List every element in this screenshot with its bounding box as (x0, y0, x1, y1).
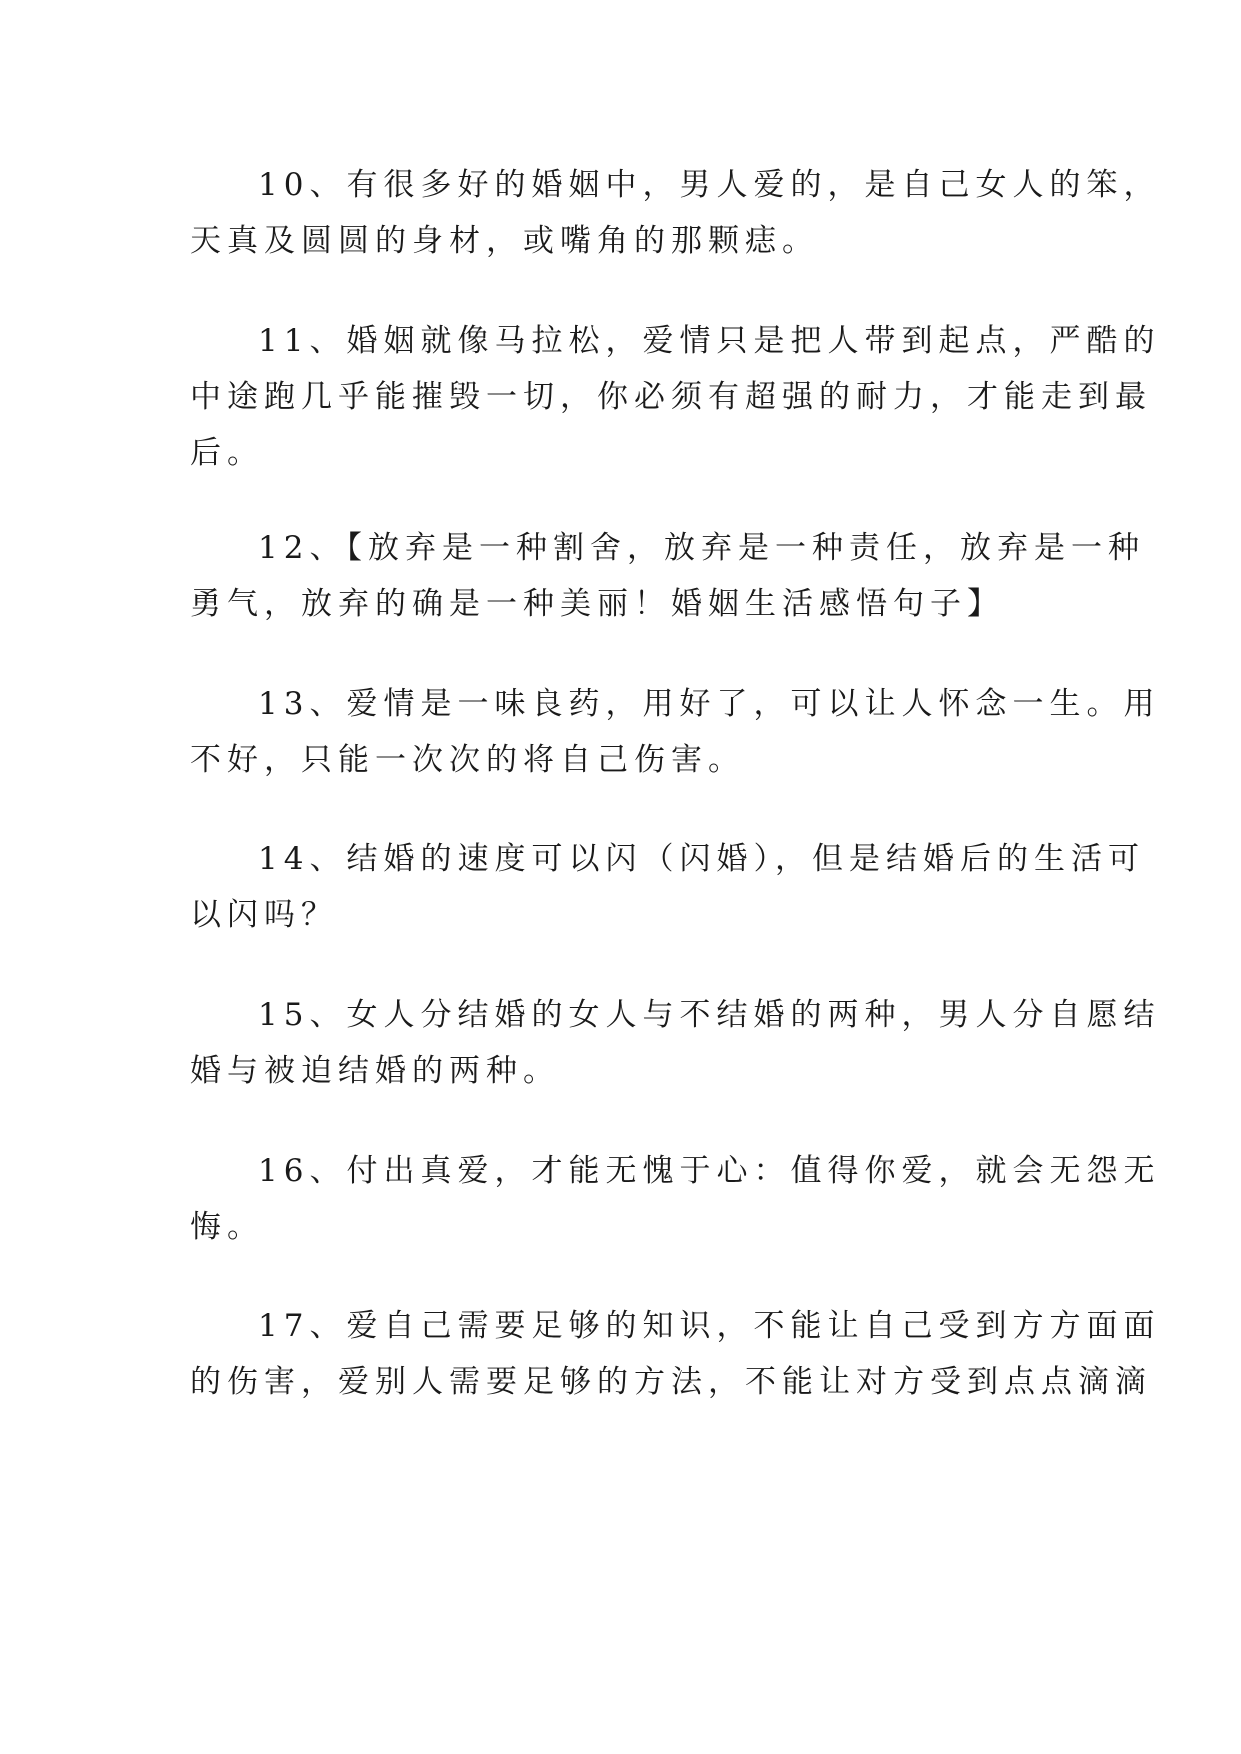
paragraph-line: 10、有很多好的婚姻中，男人爱的，是自己女人的笨， (258, 167, 1161, 203)
paragraph-16 (190, 1143, 1161, 1255)
paragraph-line: 婚与被迫结婚的两种。 (190, 1053, 560, 1089)
paragraph-12 (190, 520, 1145, 632)
paragraph-line: 中途跑几乎能摧毁一切，你必须有超强的耐力，才能走到最 (190, 379, 1152, 415)
paragraph-14 (190, 831, 1145, 943)
paragraph-line: 15、女人分结婚的女人与不结婚的两种，男人分自愿结 (258, 997, 1161, 1033)
paragraph-line: 的伤害，爱别人需要足够的方法，不能让对方受到点点滴滴 (190, 1364, 1152, 1400)
paragraph-line: 不好，只能一次次的将自己伤害。 (190, 742, 745, 778)
paragraph-line: 悔。 (190, 1209, 264, 1245)
paragraph-line: 勇气，放弃的确是一种美丽！婚姻生活感悟句子】 (190, 586, 1004, 622)
paragraph-15 (190, 987, 1161, 1099)
paragraph-line: 16、付出真爱，才能无愧于心：值得你爱，就会无怨无 (258, 1153, 1161, 1189)
paragraph-line: 后。 (190, 435, 264, 471)
paragraph-line: 17、爱自己需要足够的知识，不能让自己受到方方面面 (258, 1308, 1161, 1344)
paragraph-line: 14、结婚的速度可以闪（闪婚），但是结婚后的生活可 (258, 841, 1145, 877)
paragraph-line: 12、【放弃是一种割舍，放弃是一种责任，放弃是一种 (258, 530, 1145, 566)
paragraph-line: 11、婚姻就像马拉松，爱情只是把人带到起点，严酷的 (258, 323, 1161, 359)
paragraph-11 (190, 313, 1161, 481)
paragraph-line: 13、爱情是一味良药，用好了，可以让人怀念一生。用 (258, 686, 1161, 722)
paragraph-line: 以闪吗？ (190, 897, 338, 933)
paragraph-10 (190, 157, 1161, 269)
paragraph-13 (190, 676, 1161, 788)
paragraph-line: 天真及圆圆的身材，或嘴角的那颗痣。 (190, 223, 819, 259)
paragraph-17 (190, 1298, 1161, 1410)
